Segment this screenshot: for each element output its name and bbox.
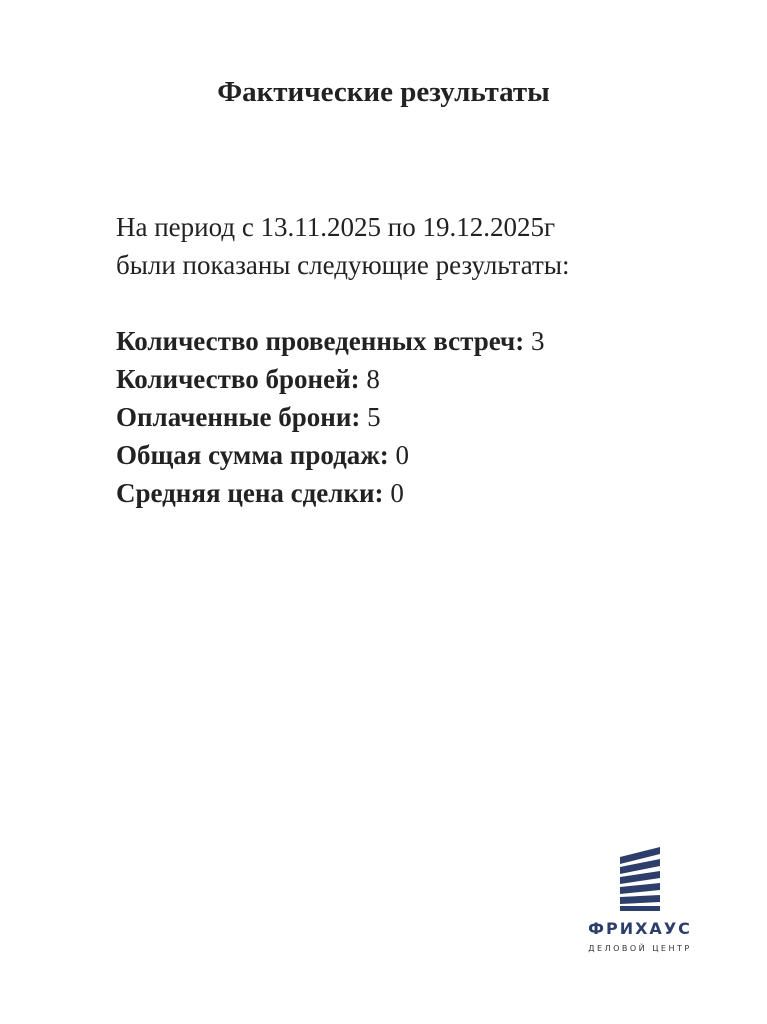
metric-label: Оплаченные брони: — [116, 402, 361, 432]
metric-total-sales — [116, 436, 736, 474]
metric-paid-bookings — [116, 398, 736, 436]
metric-meetings — [116, 322, 736, 360]
period-line-1: На период с 13.11.2025 по 19.12.2025г — [116, 212, 556, 242]
metrics-list — [116, 322, 736, 512]
company-logo — [560, 845, 720, 960]
metric-value: 3 — [531, 326, 545, 356]
building-logo-icon — [616, 845, 664, 911]
metric-label: Общая сумма продаж: — [116, 440, 389, 470]
metric-label: Количество броней: — [116, 364, 360, 394]
logo-subtitle: ДЕЛОВОЙ ЦЕНТР — [588, 944, 692, 953]
metric-label: Средняя цена сделки: — [116, 478, 384, 508]
metric-value: 5 — [367, 402, 381, 432]
metric-label: Количество проведенных встреч: — [116, 326, 525, 356]
metric-value: 8 — [366, 364, 380, 394]
period-line-2: были показаны следующие результаты: — [116, 250, 570, 280]
period-text — [116, 208, 716, 284]
page-title: Фактические результаты — [217, 76, 550, 108]
logo-name: ФРИХАУС — [588, 919, 692, 938]
metric-bookings — [116, 360, 736, 398]
metric-value: 0 — [395, 440, 410, 470]
metric-value: 0 — [390, 478, 404, 508]
metric-average-deal-price — [116, 474, 736, 512]
